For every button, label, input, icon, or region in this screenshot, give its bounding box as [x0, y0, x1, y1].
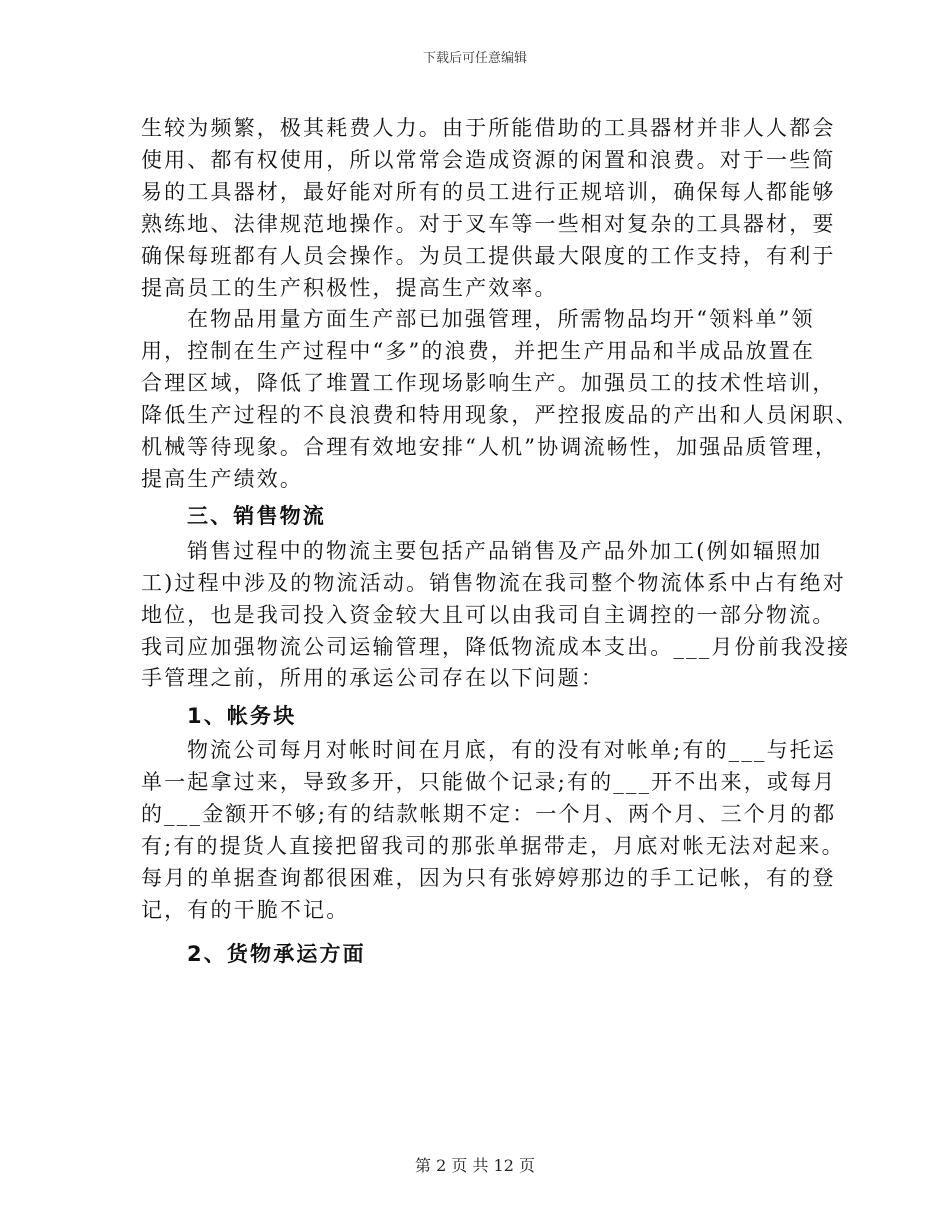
text-line: 物流公司每月对帐时间在月底，有的没有对帐单;有的___与托运 [187, 738, 837, 763]
text-line: 降低生产过程的不良浪费和特用现象，严控报废品的产出和人员闲职、 [141, 403, 859, 428]
paragraph-sales-logistics [141, 536, 851, 696]
document-body [141, 113, 859, 971]
text-line: 合理区域，降低了堆置工作现场影响生产。加强员工的技术性培训， [141, 371, 836, 396]
text-line: 确保每班都有人员会操作。为员工提供最大限度的工作支持，有利于 [141, 243, 836, 268]
paragraph-accounts [141, 735, 845, 926]
text-line: 机械等待现象。合理有效地安排“人机”协调流畅性，加强品质管理， [141, 435, 839, 460]
paragraph-tools-training [141, 113, 836, 304]
page-number: 第 2 页 共 12 页 [415, 1156, 535, 1175]
paragraph-material-management [141, 304, 859, 495]
subheading-accounts: 1、帐务块 [187, 704, 297, 729]
text-line: 销售过程中的物流主要包括产品销售及产品外加工(例如辐照加 [187, 538, 823, 563]
text-line: 用，控制在生产过程中“多”的浪费，并把生产用品和半成品放置在 [141, 339, 815, 364]
text-line: 提高员工的生产积极性，提高生产效率。 [141, 275, 558, 300]
page-header-note: 下载后可任意编辑 [422, 51, 527, 66]
text-line: 单一起拿过来，导致多开，只能做个记录;有的___开不出来，或每月 [141, 770, 837, 795]
text-line: 有;有的提货人直接把留我司的那张单据带走，月底对帐无法对起来。 [141, 833, 845, 858]
text-line: 在物品用量方面生产部已加强管理，所需物品均开“领料单”领 [187, 307, 815, 332]
text-line: 我司应加强物流公司运输管理，降低物流成本支出。___月份前我没接 [141, 634, 851, 659]
text-line: 生较为频繁，极其耗费人力。由于所能借助的工具器材并非人人都会 [141, 116, 836, 140]
text-line: 地位，也是我司投入资金较大且可以由我司自主调控的一部分物流。 [141, 602, 836, 627]
text-line: 使用、都有权使用，所以常常会造成资源的闲置和浪费。对于一些简 [141, 147, 836, 172]
text-line: 易的工具器材，最好能对所有的员工进行正规培训，确保每人都能够 [141, 179, 836, 204]
text-line: 熟练地、法律规范地操作。对于叉车等一些相对复杂的工具器材，要 [141, 211, 836, 236]
text-line: 的___金额开不够;有的结款帐期不定：一个月、两个月、三个月的都 [141, 802, 837, 827]
text-line: 记，有的干脆不记。 [141, 897, 350, 922]
subheading-cargo-carriage: 2、货物承运方面 [187, 941, 366, 966]
text-line: 提高生产绩效。 [141, 466, 304, 491]
text-line: 手管理之前，所用的承运公司存在以下问题： [141, 666, 604, 691]
section-heading-sales-logistics: 三、销售物流 [187, 503, 326, 528]
text-line: 工)过程中涉及的物流活动。销售物流在我司整个物流体系中占有绝对 [141, 570, 846, 595]
text-line: 每月的单据查询都很困难，因为只有张婷婷那边的手工记帐，有的登 [141, 865, 836, 890]
